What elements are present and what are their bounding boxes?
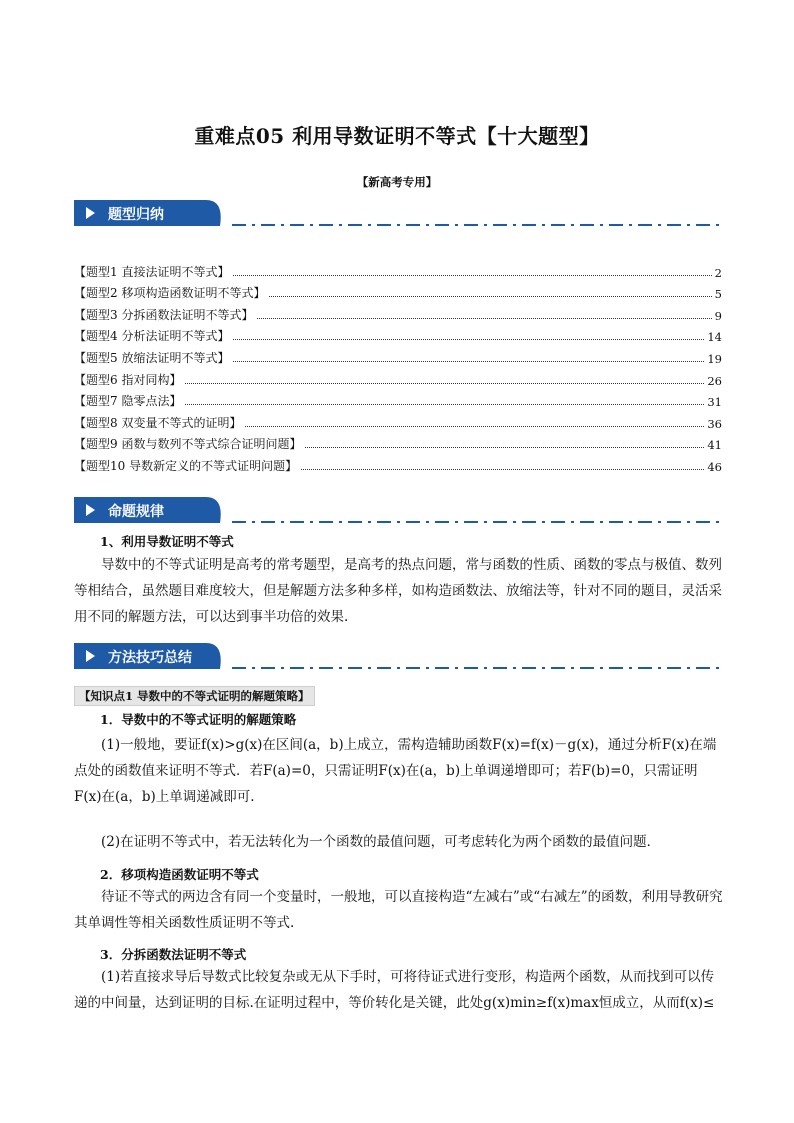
banner-label: 方法技巧总结	[108, 650, 192, 666]
play-arrow-icon	[86, 650, 95, 662]
toc-item[interactable]: 【题型7 隐零点法】 31	[74, 394, 722, 410]
play-arrow-icon	[86, 207, 95, 219]
rules-paragraph: 导数中的不等式证明是高考的常考题型，是高考的热点问题，常与函数的性质、函数的零点与极值、数列等相结合，虽然题目难度较大，但是解题方法多种多样，如构造函数法、放缩法等，针对不同的题目，灵活采用不同的解题方法，可以达到事半功倍的效果.	[74, 557, 722, 625]
toc-item[interactable]: 【题型8 双变量不等式的证明】 36	[74, 415, 722, 431]
knowledge-point-tag: 【知识点1 导数中的不等式证明的解题策略】	[74, 686, 315, 706]
method-heading-2: 2．移项构造函数证明不等式	[100, 867, 259, 882]
toc-item[interactable]: 【题型1 直接法证明不等式】 2	[74, 264, 722, 280]
toc-item[interactable]: 【题型2 移项构造函数证明不等式】 5	[74, 286, 722, 302]
page-title: 重难点05 利用导数证明不等式【十大题型】	[194, 124, 600, 148]
toc-item[interactable]: 【题型4 分析法证明不等式】 14	[74, 329, 722, 345]
method-heading-3: 3．分拆函数法证明不等式	[100, 947, 247, 962]
toc-item[interactable]: 【题型9 函数与数列不等式综合证明问题】 41	[74, 437, 722, 453]
method-paragraph: (1)若直接求导后导数式比较复杂或无从下手时，可将待证式进行变形，构造两个函数，从而找到可以传递的中间量，达到证明的目标.在证明过程中，等价转化是关键，此处g(x)min≥f(x)max恒成立，从而f(x)≤	[74, 969, 715, 1011]
method-paragraph: 待证不等式的两边含有同一个变量时，一般地，可以直接构造“左减右”或“右减左”的函数，利用导教研究其单调性等相关函数性质证明不等式.	[74, 889, 723, 931]
toc-item[interactable]: 【题型5 放缩法证明不等式】 19	[74, 350, 722, 366]
toc-item[interactable]: 【题型6 指对同构】 26	[74, 372, 722, 388]
dash-divider	[232, 223, 722, 227]
banner-label: 命题规律	[108, 504, 164, 520]
banner-label: 题型归纳	[108, 207, 164, 223]
section-banner-toc	[74, 200, 224, 226]
dash-divider	[232, 666, 722, 670]
method-paragraph: (2)在证明不等式中，若无法转化为一个函数的最值问题，可考虑转化为两个函数的最值问题．	[101, 834, 661, 850]
toc-list	[74, 258, 722, 474]
section-banner-methods	[74, 643, 224, 669]
page-subtitle: 【新高考专用】	[356, 175, 438, 189]
rules-heading: 1、利用导数证明不等式	[100, 534, 234, 549]
method-heading-1: 1．导数中的不等式证明的解题策略	[100, 712, 297, 727]
section-banner-rules	[74, 497, 224, 523]
toc-item[interactable]: 【题型3 分拆函数法证明不等式】 9	[74, 307, 722, 323]
toc-item[interactable]: 【题型10 导数新定义的不等式证明问题】 46	[74, 458, 722, 474]
method-paragraph: (1)一般地，要证f(x)>g(x)在区间(a，b)上成立，需构造辅助函数F(x)=f(x)－g(x)，通过分析F(x)在端点处的函数值来证明不等式．若F(a)=0，只需证明F(x)在(a，b)上单调递增即可；若F(b)=0，只需证明F(x)在(a，b)上单调递减即可.	[74, 737, 717, 805]
dash-divider	[232, 520, 722, 524]
play-arrow-icon	[86, 504, 95, 516]
